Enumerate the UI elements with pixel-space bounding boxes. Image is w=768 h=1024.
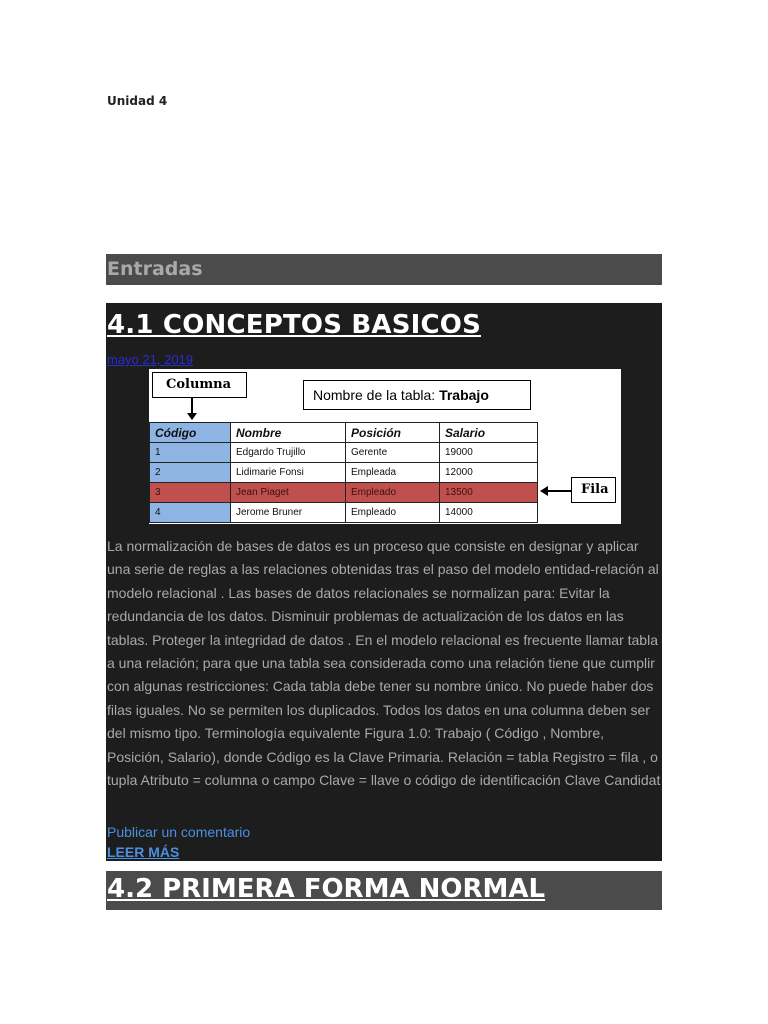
- row-callout: Fila: [571, 477, 616, 503]
- table-name-prefix: Nombre de la tabla:: [313, 387, 440, 403]
- table-cell: Edgardo Trujillo: [231, 443, 346, 463]
- post-body-text: La normalización de bases de datos es un proceso que consiste en designar y aplicar una serie de reglas a las relaciones obtenidas tras el paso del modelo entidad-relación al modelo relacional . Las bases de datos relacionales se normalizan para: Evitar la redundancia de los datos. Disminuir problemas de actualización de los datos en las tablas. Proteger la integridad de datos . En el modelo relacional es frecuente llamar tabla a una relación; para que una tabla sea considerada como una relación tiene que cumplir con algunas restricciones: Cada tabla debe tener su nombre único. No puede haber dos filas iguales. No se permiten los duplicados. Todos los datos en una columna deben ser del mismo tipo. Terminología equivalente Figura 1.0: Trabajo ( Código , Nombre, Posición, Salario), donde Código es la Clave Primaria. Relación = tabla Registro = fila , o tupla Atributo = columna o campo Clave = llave o código de identificación Clave Candidat: [107, 538, 661, 789]
- table-header-cell: Código: [150, 423, 231, 443]
- table-cell: Empleada: [346, 463, 440, 483]
- table-row: [150, 503, 538, 523]
- arrow-down-line: [191, 398, 193, 414]
- table-row: [150, 463, 538, 483]
- post-date-link[interactable]: mayo 21, 2019: [107, 352, 194, 367]
- publish-comment-link[interactable]: Publicar un comentario: [107, 824, 251, 840]
- arrow-left-line: [547, 490, 571, 492]
- post-title[interactable]: 4.1 CONCEPTOS BASICOS: [107, 310, 482, 340]
- column-callout: Columna: [152, 372, 247, 398]
- table-name: Trabajo: [439, 387, 489, 403]
- table-header-cell: Nombre: [231, 423, 346, 443]
- table-header-cell: Salario: [440, 423, 538, 443]
- section-header: [106, 254, 662, 285]
- arrow-down-icon: [187, 413, 197, 420]
- table-header-cell: Posición: [346, 423, 440, 443]
- table-cell: 2: [150, 463, 231, 483]
- table-cell: Lidimarie Fonsi: [231, 463, 346, 483]
- post-card: [106, 303, 662, 861]
- table-cell: 1: [150, 443, 231, 463]
- relation-table-figure: [149, 369, 621, 524]
- table-cell: Jerome Bruner: [231, 503, 346, 523]
- table-cell: 3: [150, 483, 231, 503]
- table-cell: 19000: [440, 443, 538, 463]
- table-cell: 4: [150, 503, 231, 523]
- post-card-2: [106, 871, 662, 910]
- table-header-row: [150, 423, 538, 443]
- relation-table: [149, 422, 538, 523]
- section-title: Entradas: [107, 258, 203, 280]
- unit-label: Unidad 4: [107, 94, 168, 108]
- table-cell: Gerente: [346, 443, 440, 463]
- post-title-2[interactable]: 4.2 PRIMERA FORMA NORMAL: [107, 874, 546, 904]
- table-cell: Jean Piaget: [231, 483, 346, 503]
- table-cell: 12000: [440, 463, 538, 483]
- table-cell: 14000: [440, 503, 538, 523]
- read-more-link[interactable]: LEER MÁS: [107, 844, 180, 860]
- table-cell: Empleado: [346, 503, 440, 523]
- table-name-callout: [303, 380, 531, 410]
- table-row: [150, 443, 538, 463]
- table-row-highlighted: [150, 483, 538, 503]
- table-cell: Empleado: [346, 483, 440, 503]
- table-cell: 13500: [440, 483, 538, 503]
